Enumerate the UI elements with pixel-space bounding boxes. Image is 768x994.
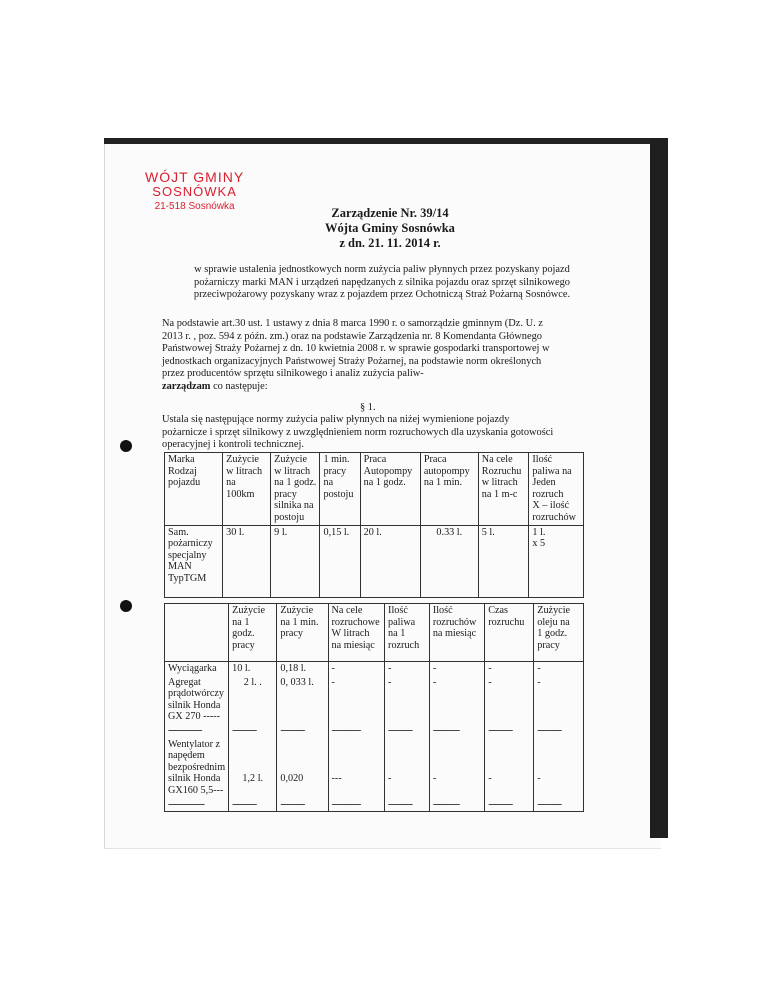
table-header-cell: Ilość paliwa na Jeden rozruch X – ilość rozruchów — [529, 453, 584, 526]
table-cell: - — [429, 676, 484, 724]
table-header-cell: Zużycie w litrach na 1 godz. pracy silnika na postoju — [271, 453, 320, 526]
intro-line-3: przeciwpożarowy pozyskany wraz z pojazdem przez Ochotniczą Straż Pożarną Sosnówce. — [193, 289, 571, 301]
table-cell: - — [328, 676, 385, 724]
table-cell: 9 l. — [271, 525, 320, 597]
table-header-cell: Praca autopompy na 1 min. — [420, 453, 478, 526]
table-cell: Sam. pożarniczy specjalny MAN TypTGM — [165, 525, 223, 597]
table-row — [165, 676, 584, 724]
scan-right-edge — [650, 138, 668, 838]
table-cell: 0, 033 l. — [277, 676, 328, 724]
title-line-3: z dn. 21. 11. 2014 r. — [339, 236, 441, 250]
table-cell: 5 l. — [478, 525, 529, 597]
table-cell: - — [534, 738, 584, 798]
basis-bold-word: zarządzam — [162, 380, 211, 392]
table-header-row — [165, 453, 584, 526]
stamp-line-1: WÓJT GMINY — [145, 169, 245, 185]
table-cell: ---------- — [229, 798, 277, 812]
table-cell: - — [485, 676, 534, 724]
table-header-cell: Marka Rodzaj pojazdu — [165, 453, 223, 526]
table-cell: - — [534, 676, 584, 724]
table-cell: 2 l. . — [229, 676, 277, 724]
table-cell: ------------ — [328, 798, 385, 812]
basis-line-4: jednostkach organizacyjnych Państwowej Straży Pożarnej, na podstawie norm określonych — [162, 355, 542, 367]
table-cell: ---------- — [277, 798, 328, 812]
table-cell: 30 l. — [223, 525, 271, 597]
table-cell: ---------- — [385, 724, 430, 738]
basis-line-5: przez producentów sprzętu silnikowego i analiz zużycia paliw- — [162, 368, 424, 380]
intro-paragraph — [162, 264, 602, 302]
table-header-cell: Ilość paliwa na 1 rozruch — [385, 604, 430, 662]
table-cell: 0,18 l. — [277, 662, 328, 676]
table-cell: - — [385, 676, 430, 724]
basis-line-2: 2013 r. , poz. 594 z późn. zm.) oraz na podstawie Zarządzenia nr. 8 Komendanta Głównego — [162, 330, 542, 342]
title-line-1: Zarządzenie Nr. 39/14 — [331, 206, 449, 220]
table-cell: 0.33 l. — [420, 525, 478, 597]
table-cell: ---------- — [485, 724, 534, 738]
table-cell: - — [429, 738, 484, 798]
table-header-cell: Praca Autopompy na 1 godz. — [360, 453, 420, 526]
table-cell: ----------- — [429, 724, 484, 738]
basis-line-1: Na podstawie art.30 ust. 1 ustawy z dnia 8 marca 1990 r. o samorządzie gminnym (Dz. U. z — [162, 318, 543, 329]
intro-line-1: w sprawie ustalenia jednostkowych norm zużycia paliw płynnych przez pozyskany pojazd — [194, 264, 570, 275]
stamp-line-2: SOSNÓWKA — [152, 184, 237, 200]
table-cell: ---------- — [385, 798, 430, 812]
table-cell: Agregat prądotwórczy silnik Honda GX 270 ----- — [165, 676, 229, 724]
punch-hole-upper — [120, 440, 132, 452]
table-header-cell — [165, 604, 229, 662]
table-cell: 10 l. — [229, 662, 277, 676]
intro-line-2: pożarniczy marki MAN i urządzeń napędzanych z silnika pojazdu oraz sprzęt silnikowego — [194, 276, 570, 288]
section-line-3: operacyjnej i kontroli technicznej. — [162, 439, 304, 451]
table-row — [165, 662, 584, 676]
table-header-cell: Zużycie na 1 godz. pracy — [229, 604, 277, 662]
table-cell: --- — [328, 738, 385, 798]
table-row — [165, 738, 584, 798]
vehicle-fuel-table — [164, 452, 584, 598]
basis-tail: co następuje: — [210, 380, 268, 392]
table-cell: - — [385, 662, 430, 676]
section-paragraph — [162, 414, 607, 452]
table-row — [165, 798, 584, 812]
table-row — [165, 724, 584, 738]
table-cell: -------------- — [165, 724, 229, 738]
table-cell: - — [429, 662, 484, 676]
scan-top-edge — [104, 138, 660, 144]
table-cell: 0,15 l. — [320, 525, 360, 597]
table-header-cell: Zużycie oleju na 1 godz. pracy — [534, 604, 584, 662]
table-cell: ---------- — [534, 724, 584, 738]
table-cell: Wyciągarka — [165, 662, 229, 676]
basis-line-3: Państwowej Straży Pożarnej z dn. 10 kwietnia 2008 r. w sprawie gospodarki transportowej w — [162, 343, 550, 355]
title-line-2: Wójta Gminy Sosnówka — [325, 221, 455, 235]
table-cell: 20 l. — [360, 525, 420, 597]
section-line-1: Ustala się następujące normy zużycia paliw płynnych na niżej wymienione pojazdy — [162, 414, 510, 425]
table-header-cell: Czas rozruchu — [485, 604, 534, 662]
table-cell: ----------- — [429, 798, 484, 812]
table-header-cell: Zużycie w litrach na 100km — [223, 453, 271, 526]
table-cell: - — [328, 662, 385, 676]
table-header-cell: Na cele Rozruchu w litrach na 1 m-c — [478, 453, 529, 526]
table-cell: --------------- — [165, 798, 229, 812]
table-cell: ---------- — [277, 724, 328, 738]
table-header-cell: 1 min. pracy na postoju — [320, 453, 360, 526]
section-heading: § 1. — [360, 402, 376, 413]
basis-line-6 — [162, 381, 602, 394]
stamp-line-3: 21-518 Sosnówka — [154, 200, 235, 212]
table-header-cell: Zużycie na 1 min. pracy — [277, 604, 328, 662]
table-header-cell: Ilość rozruchów na miesiąc — [429, 604, 484, 662]
table-cell: - — [485, 662, 534, 676]
table-cell: ---------- — [485, 798, 534, 812]
table-cell: ---------- — [534, 798, 584, 812]
equipment-fuel-table — [164, 603, 584, 812]
document-title — [265, 206, 515, 251]
section-line-2: pożarnicze i sprzęt silnikowy z uwzględnieniem norm rozruchowych dla uzyskania gotowości — [162, 426, 554, 438]
table-header-cell: Na cele rozruchowe W litrach na miesiąc — [328, 604, 385, 662]
table-cell: ---------- — [229, 724, 277, 738]
table-cell: 1 l. x 5 — [529, 525, 584, 597]
legal-basis-paragraph — [162, 318, 602, 394]
table-row — [165, 525, 584, 597]
punch-hole-lower — [120, 600, 132, 612]
table-cell: 0,020 — [277, 738, 328, 798]
table-header-row — [165, 604, 584, 662]
table-cell: ------------ — [328, 724, 385, 738]
table-cell: 1,2 l. — [229, 738, 277, 798]
table-cell: - — [385, 738, 430, 798]
table-cell: Wentylator z napędem bezpośrednim silnik Honda GX160 5,5--- — [165, 738, 229, 798]
table-cell: - — [485, 738, 534, 798]
table-cell: - — [534, 662, 584, 676]
official-stamp — [145, 170, 244, 212]
